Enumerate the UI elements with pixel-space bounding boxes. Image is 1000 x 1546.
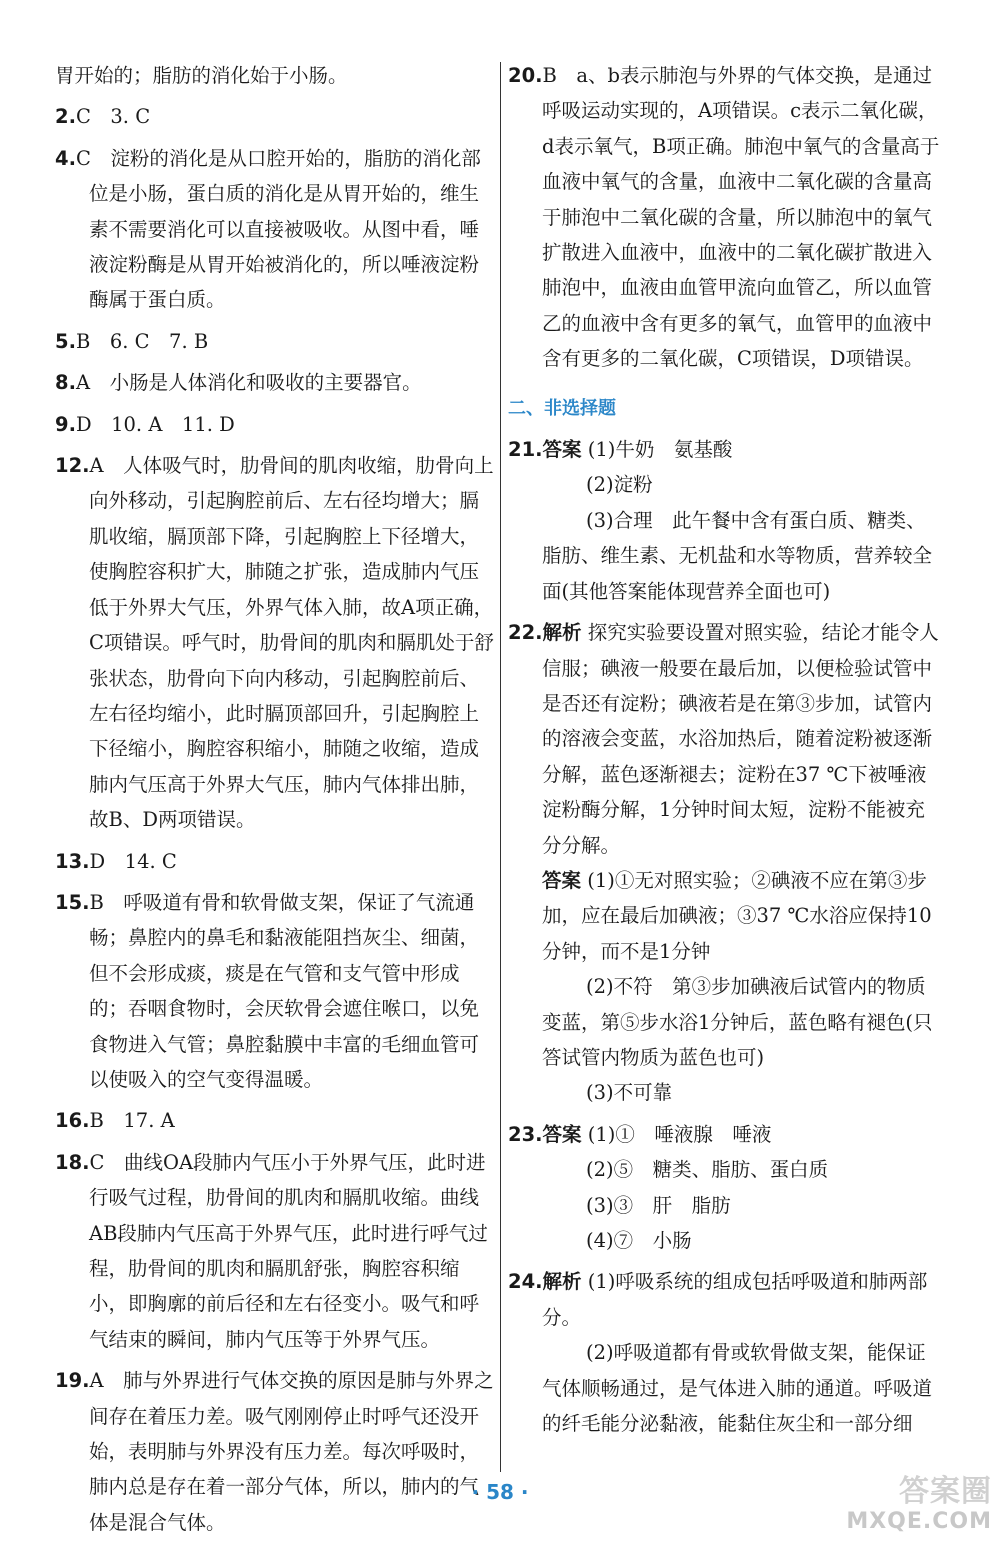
answer-16 [55,1103,495,1138]
question-number: 15. [55,890,90,914]
question-number: 20. [508,64,543,87]
answer-text: A 肺与外界进行气体交换的原因是肺与外界之间存在着压力差。吸气刚刚停止时呼气还没开始，表明肺与外界没有压力差。每次呼吸时，肺内总是存在着一部分气体，所以，肺内的气体是混合气体。 [89,1369,494,1534]
answer-24 [508,1264,943,1441]
analysis-label: 解析 [542,1270,582,1294]
question-number: 2. [55,105,76,129]
question-number: 13. [55,849,90,873]
answer-2 [55,99,495,134]
answer-part: (2)不符 第③步加碘液后试管内的物质变蓝，第⑤步水浴1分钟后，蓝色略有褪色(只答试管内物质为蓝色也可) [542,975,933,1069]
answer-text: D 10. A 11. D [75,412,235,436]
answer-part: (4)⑦ 小肠 [586,1229,692,1252]
analysis-text: (2)呼吸道都有骨或软骨做支架，能保证气体顺畅通过，是气体进入肺的通道。呼吸道的纤毛能分泌黏液，能黏住灰尘和一部分细 [542,1341,933,1436]
answer-text: D 14. C [89,849,177,873]
question-number: 12. [55,454,90,478]
answer-22 [508,615,943,1111]
answer-text: C 曲线OA段肺内气压小于外界气压，此时进行吸气过程，肋骨间的肌肉和膈肌收缩。曲线AB段肺内气压高于外界气压，此时进行呼气过程，肋骨间的肌肉和膈肌舒张，胸腔容积缩小，即胸廓的前后径和左右径变小。吸气和呼气结束的瞬间，肺内气压等于外界气压。 [89,1150,488,1351]
analysis-label: 解析 [542,621,582,645]
watermark [846,1475,992,1534]
question-number: 22. [508,621,543,645]
watermark-url: MXQE.COM [846,1509,992,1534]
answer-part: (3)不可靠 [586,1081,673,1105]
question-number: 18. [55,1150,90,1174]
answer-label: 答案 [542,438,582,462]
answer-text: 胃开始的；脂肪的消化始于小肠。 [55,64,348,87]
answer-text: C 淀粉的消化是从口腔开始的，脂肪的消化部位是小肠，蛋白质的消化是从胃开始的，维生素不需要消化可以直接被吸收。从图中看，唾液淀粉酶是从胃开始被消化的，所以唾液淀粉酶属于蛋白质。 [75,146,481,312]
answer-23 [508,1117,943,1259]
answer-text: A 小肠是人体消化和吸收的主要器官。 [75,371,422,395]
answer-13 [55,844,495,879]
answer-15 [55,885,495,1097]
answer-20 [508,58,943,377]
question-number: 24. [508,1270,543,1294]
answer-8 [55,365,495,400]
answer-text: C 3. C [75,105,151,129]
analysis-text: (1)呼吸系统的组成包括呼吸道和肺两部分。 [542,1270,928,1329]
question-number: 19. [55,1369,90,1393]
answer-text: B a、b表示肺泡与外界的气体交换，是通过呼吸运动实现的，A项错误。c表示二氧化碳，d表示氧气，B项正确。肺泡中氧气的含量高于血液中氧气的含量，血液中二氧化碳的含量高于肺泡中二氧化碳的含量，所以肺泡中的氧气扩散进入血液中，血液中的二氧化碳扩散进入肺泡中，血液由血管甲流向血管乙，所以血管乙的血液中含有更多的氧气，血管甲的血液中含有更多的二氧化碳，C项错误，D项错误。 [542,64,940,371]
answer-19 [55,1363,495,1540]
analysis-text: 探究实验要设置对照实验，结论才能令人信服；碘液一般要在最后加，以便检验试管中是否还有淀粉；碘液若是在第③步加，试管内的溶液会变蓝，水浴加热后，随着淀粉被逐渐分解，蓝色逐渐褪去；淀粉在37 ℃下被唾液淀粉酶分解，1分钟时间太短，淀粉不能被充分分解。 [542,621,939,857]
column-divider [500,62,501,1472]
answer-18 [55,1145,495,1357]
answer-part: (3)③ 肝 脂肪 [586,1193,731,1217]
answer-text: B 6. C 7. B [75,329,209,353]
answer-part: (1)① 唾液腺 唾液 [587,1122,772,1146]
answer-part: (1)牛奶 氨基酸 [587,438,733,462]
answer-label: 答案 [542,868,582,892]
right-column [508,58,943,1447]
answer-text: A 人体吸气时，肋骨间的肌肉收缩，肋骨向上向外移动，引起胸腔前后、左右径均增大；膈肌收缩，膈顶部下降，引起胸腔上下径增大，使胸腔容积扩大，肺随之扩张，造成肺内气压低于外界大气压，外界气体入肺，故A项正确，C项错误。呼气时，肋骨间的肌肉和膈肌处于舒张状态，肋骨向下向内移动，引起胸腔前后、左右径均缩小，此时膈顶部回升，引起胸腔上下径缩小，胸腔容积缩小，肺随之收缩，造成肺内气压高于外界大气压，肺内气体排出肺，故B、D两项错误。 [89,454,494,832]
question-number: 8. [55,371,76,395]
question-number: 21. [508,438,543,462]
page-number: · 58 · [471,1480,529,1504]
answer-text: B 17. A [89,1109,175,1133]
answer-part: (2)⑤ 糖类、脂肪、蛋白质 [586,1158,829,1182]
answer-12 [55,448,495,837]
answer-part: (3)合理 此午餐中含有蛋白质、糖类、脂肪、维生素、无机盐和水等物质，营养较全面(其他答案能体现营养全面也可) [542,508,933,603]
answer-label: 答案 [542,1122,582,1146]
answer-continuation [55,58,495,93]
answer-4 [55,141,495,318]
answer-5 [55,324,495,359]
question-number: 5. [55,329,76,353]
question-number: 9. [55,412,76,436]
question-number: 23. [508,1122,543,1146]
section-title: 二、非选择题 [508,397,616,419]
left-column [55,58,495,1546]
answer-text: B 呼吸道有骨和软骨做支架，保证了气流通畅；鼻腔内的鼻毛和黏液能阻挡灰尘、细菌，但不会形成痰，痰是在气管和支气管中形成的；吞咽食物时，会厌软骨会遮住喉口，以免食物进入气管；鼻腔黏膜中丰富的毛细血管可以使吸入的空气变得温暖。 [89,890,480,1091]
question-number: 4. [55,146,76,170]
answer-part: (1)①无对照实验；②碘液不应在第③步加，应在最后加碘液；③37 ℃水浴应保持10分钟，而不是1分钟 [542,868,932,963]
answer-part: (2)淀粉 [586,473,653,497]
answer-21 [508,432,943,609]
answer-9 [55,407,495,442]
question-number: 16. [55,1109,90,1133]
watermark-logo: 答案圈 [899,1474,992,1509]
